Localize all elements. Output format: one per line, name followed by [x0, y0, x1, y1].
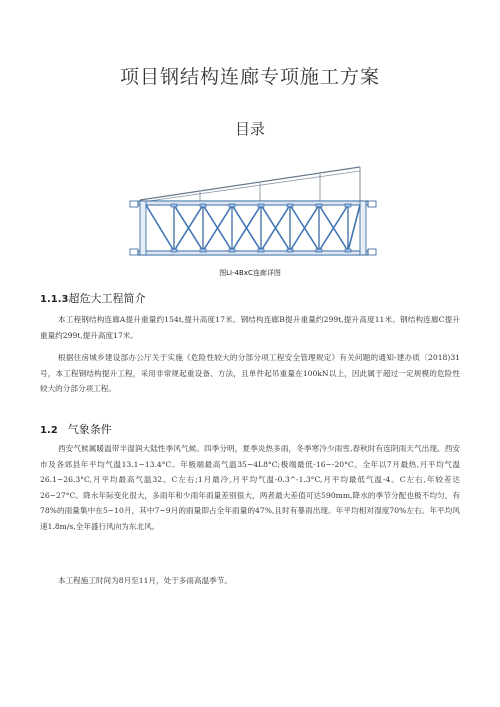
corridor-truss-drawing	[128, 165, 383, 263]
figure-caption: 图LI-4BxC连廊详图	[219, 269, 281, 277]
paragraph-construction-period: 本工程施工时间为8月至11月，处于多雨高温季节。	[58, 576, 232, 585]
truss-elevation-svg	[128, 165, 383, 263]
section-number: 1.1.3	[40, 294, 69, 305]
section-title: 超危大工程简介	[68, 292, 146, 305]
section-number: 1.2	[40, 425, 58, 436]
section-title: 气象条件	[67, 423, 112, 436]
paragraph-climate: 西安气候属暖温带半湿润大陆性季风气候。四季分明，夏季炎热多雨，冬季寒冷少雨雪,春秋时有连阴雨天气出现。西安市及各郊县年平均气温13.1~13.4°C。年极端最高气温35~4L8°C;极端最低-16~-20°C。全年以7月最热,月平均气温26.1~26.3°C,月平均最高气温32。C左右;1月最冷,月平均气温-0.3^-1.3°C,月平均最低气温-4。C左右,年较差达26~27°C。降水年际变化很大，多雨年和少雨年雨量差别很大，两者最大差值可达590mm,降水的季节分配也极不均匀，有78%的雨量集中在5~10月，其中7~9月的雨量即占全年雨量的47%,且时有暴雨出现。年平均相对湿度70%左右。年平均风速1.8m/s,全年盛行风向为东北风。	[40, 444, 460, 531]
paragraph-regulation: 根据住房城乡建设部办公厅关于实施《危险性较大的分部分项工程安全管理规定》有关问题的通知-建办质〔2018)31号，本工程钢结构提升工程，采用非常规起重设备、方法，且单件起吊重量在100kN以上，因此属于超过一定规模的危险性较大的分部分项工程。	[40, 353, 460, 393]
section-heading-1-1-3	[40, 290, 145, 306]
document-title: 项目钢结构连廊专项施工方案	[119, 66, 380, 88]
paragraph-lift-weights: 本工程钢结构连廊A提升重量约154t,提升高度17米。钢结构连廊B提升重量约299t,提升高度11米。钢结构连廊C提升重量约299t,提升高度17米。	[40, 315, 460, 340]
toc-heading: 目录	[234, 120, 265, 138]
section-heading-1-2	[40, 421, 112, 437]
